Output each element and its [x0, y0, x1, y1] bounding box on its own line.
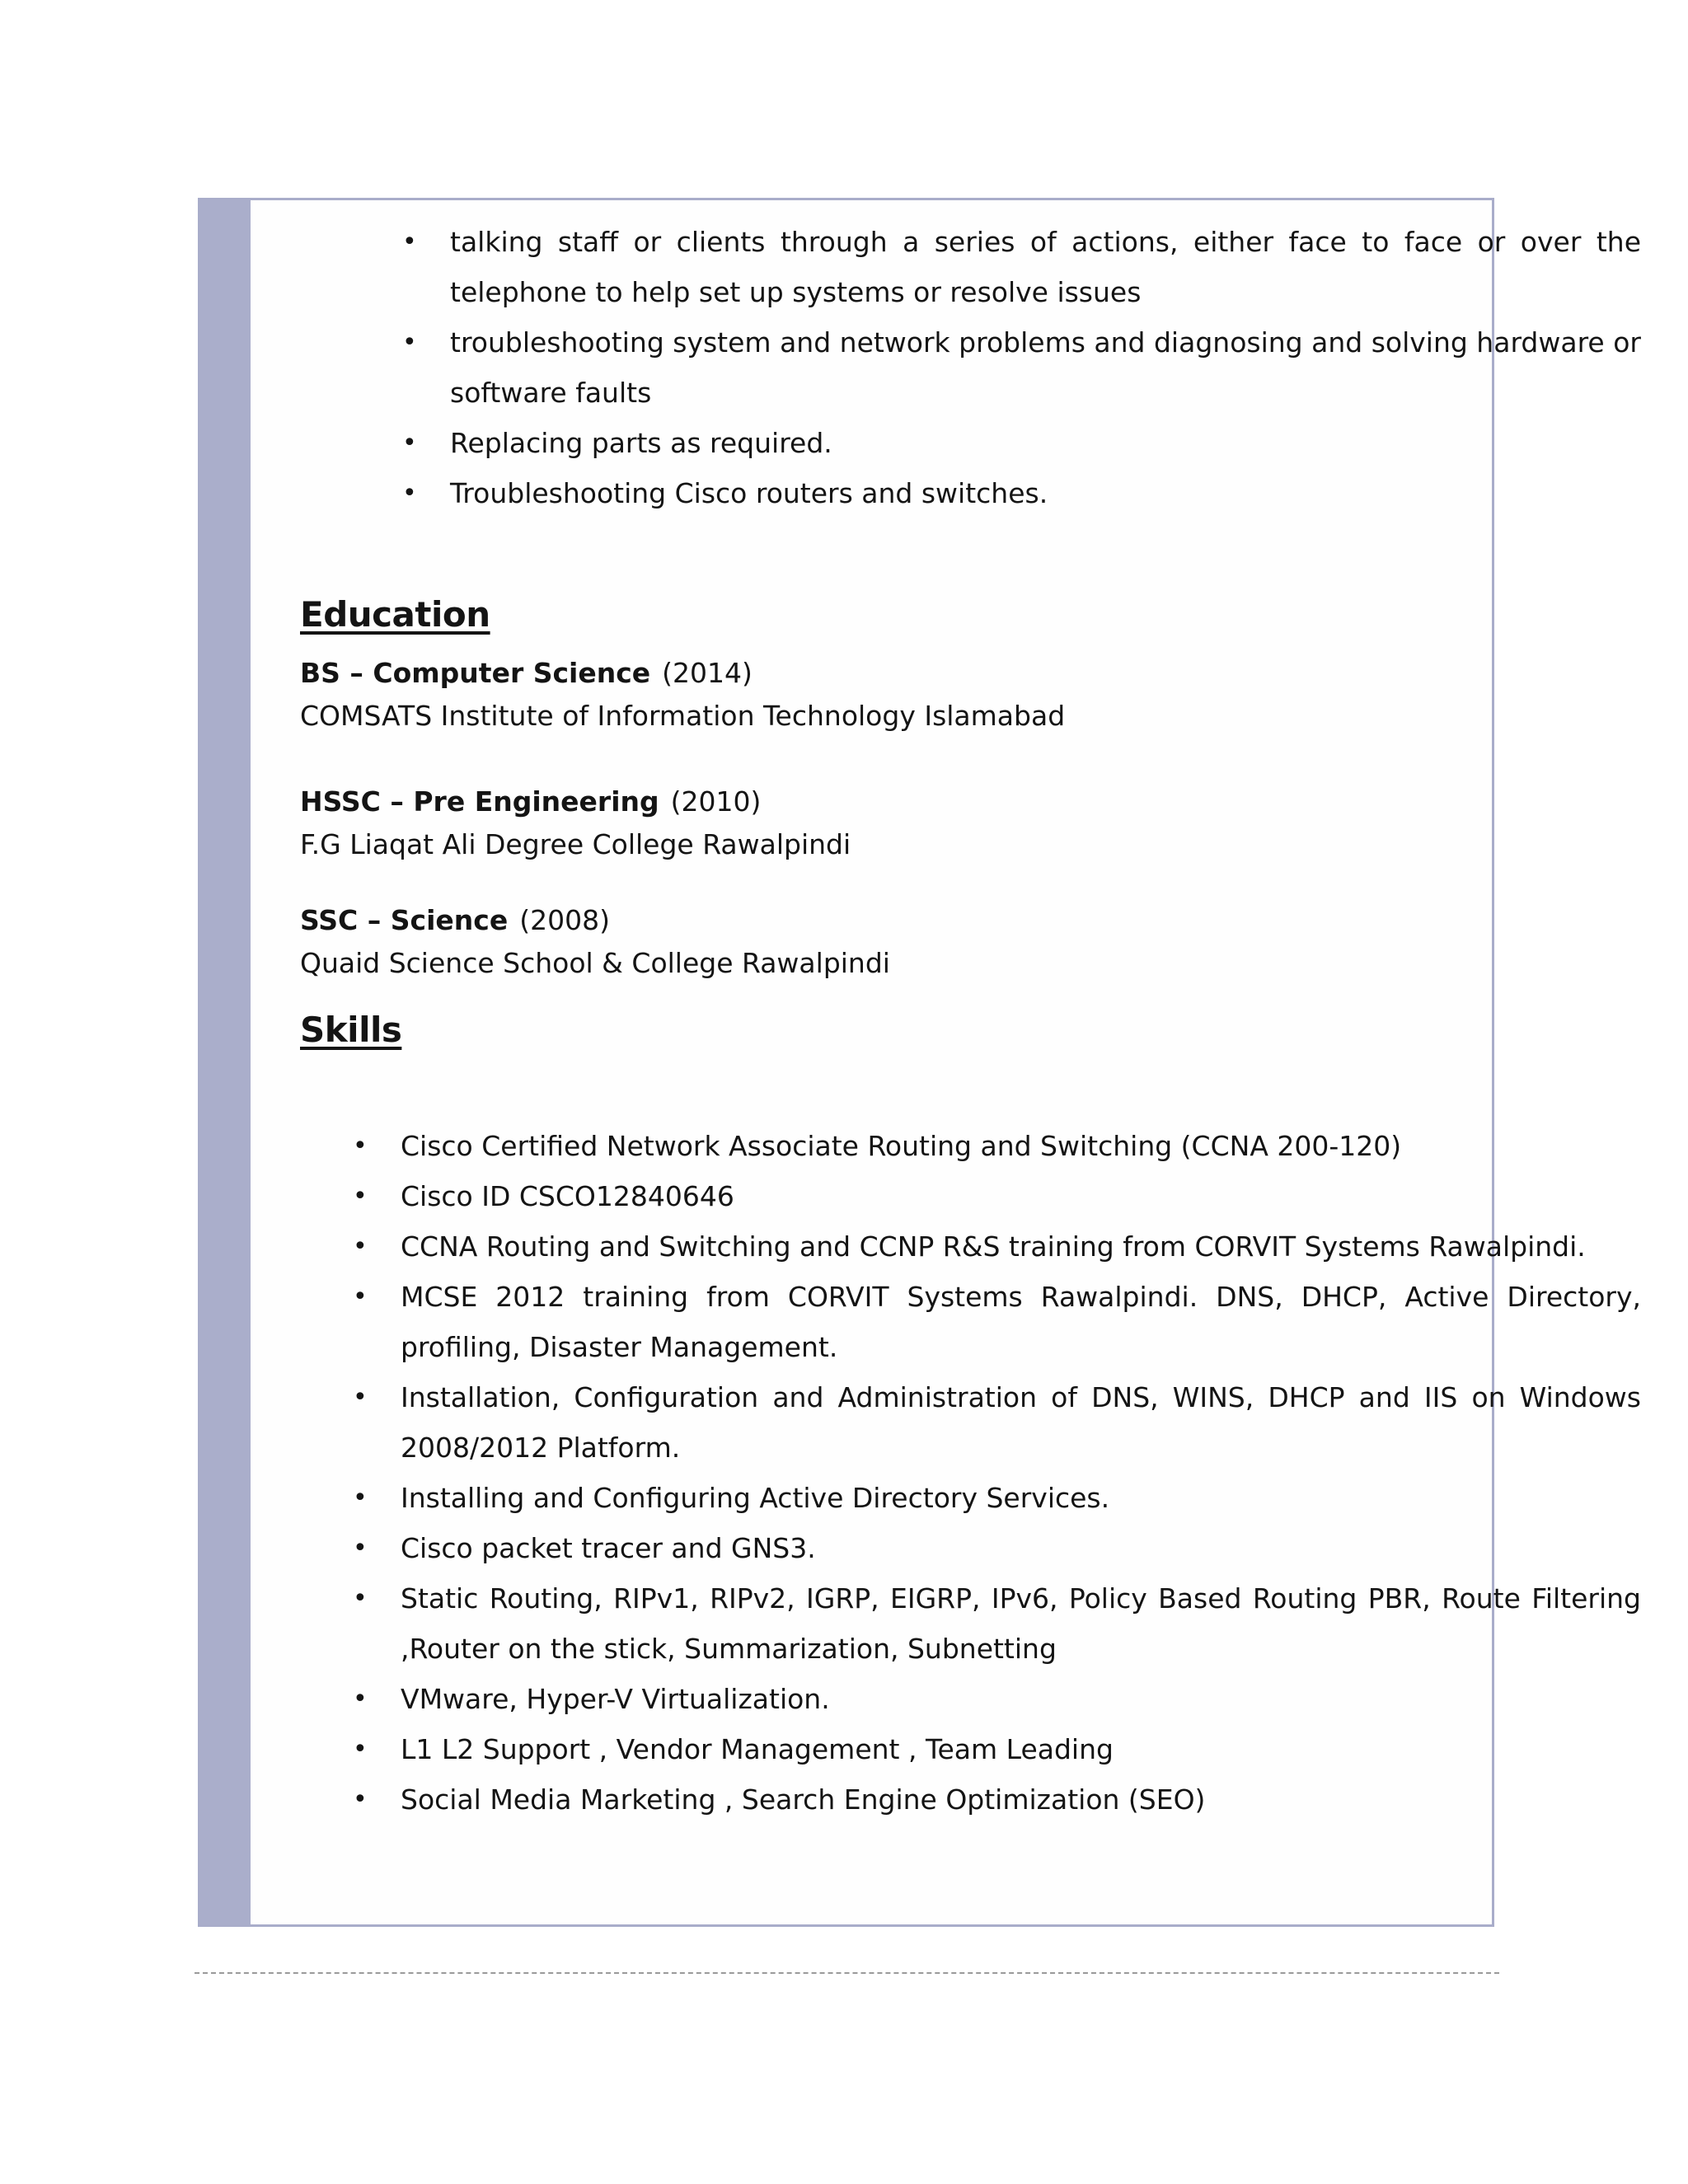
list-item: • Replacing parts as required.: [450, 418, 1641, 468]
bullet-icon: •: [353, 1685, 368, 1713]
page-break-divider: [195, 1972, 1499, 1974]
bullet-icon: •: [353, 1785, 368, 1814]
education-entry: [300, 780, 851, 866]
work-duties-list: [402, 217, 1641, 518]
bullet-icon: •: [402, 479, 417, 508]
bullet-icon: •: [353, 1182, 368, 1211]
degree-title: HSSC – Pre Engineering: [300, 785, 659, 818]
institution-name: F.G Liaqat Ali Degree College Rawalpindi: [300, 828, 851, 860]
list-item: • Cisco ID CSCO12840646: [401, 1171, 1641, 1221]
list-item: • Social Media Marketing , Search Engine Optimization (SEO): [401, 1774, 1641, 1825]
degree-year: (2014): [662, 657, 753, 689]
education-entry: [300, 899, 890, 985]
page-content: [200, 200, 1641, 1924]
list-item: • MCSE 2012 training from CORVIT Systems Rawalpindi. DNS, DHCP, Active Directory, profiling, Disaster Management.: [401, 1272, 1641, 1372]
list-item: • VMware, Hyper-V Virtualization.: [401, 1674, 1641, 1724]
bullet-icon: •: [402, 429, 417, 457]
institution-name: Quaid Science School & College Rawalpindi: [300, 947, 890, 979]
bullet-icon: •: [353, 1483, 368, 1512]
bullet-icon: •: [353, 1584, 368, 1613]
institution-name: COMSATS Institute of Information Technology Islamabad: [300, 700, 1066, 732]
bullet-icon: •: [353, 1232, 368, 1261]
education-entry: [300, 652, 1065, 738]
list-item: • troubleshooting system and network problems and diagnosing and solving hardware or software faults: [450, 317, 1641, 418]
degree-title: SSC – Science: [300, 904, 509, 936]
list-item: • talking staff or clients through a series of actions, either face to face or over the telephone to help set up systems or resolve issues: [450, 217, 1641, 317]
list-item: • Installing and Configuring Active Directory Services.: [401, 1473, 1641, 1523]
bullet-icon: •: [353, 1282, 368, 1311]
education-heading: Education: [300, 594, 490, 635]
bullet-icon: •: [353, 1534, 368, 1563]
list-item: • Troubleshooting Cisco routers and switches.: [450, 468, 1641, 518]
list-item: • Static Routing, RIPv1, RIPv2, IGRP, EIGRP, IPv6, Policy Based Routing PBR, Route Filtering ,Router on the stick, Summarization, Subnetting: [401, 1573, 1641, 1674]
list-item: • Cisco Certified Network Associate Routing and Switching (CCNA 200-120): [401, 1121, 1641, 1171]
bullet-icon: •: [353, 1132, 368, 1160]
degree-year: (2008): [519, 904, 610, 936]
resume-page-frame: [198, 198, 1641, 1927]
bullet-icon: •: [353, 1383, 368, 1412]
bullet-icon: •: [353, 1735, 368, 1764]
list-item: • Installation, Configuration and Administration of DNS, WINS, DHCP and IIS on Windows 2008/2012 Platform.: [401, 1372, 1641, 1473]
bullet-icon: •: [402, 227, 417, 256]
skills-heading: Skills: [300, 1010, 402, 1050]
list-item: • L1 L2 Support , Vendor Management , Team Leading: [401, 1724, 1641, 1774]
list-item: • Cisco packet tracer and GNS3.: [401, 1523, 1641, 1573]
skills-list: [353, 1121, 1641, 1825]
degree-year: (2010): [670, 785, 762, 818]
list-item: • CCNA Routing and Switching and CCNP R&S training from CORVIT Systems Rawalpindi.: [401, 1221, 1641, 1272]
bullet-icon: •: [402, 328, 417, 357]
degree-title: BS – Computer Science: [300, 657, 651, 689]
